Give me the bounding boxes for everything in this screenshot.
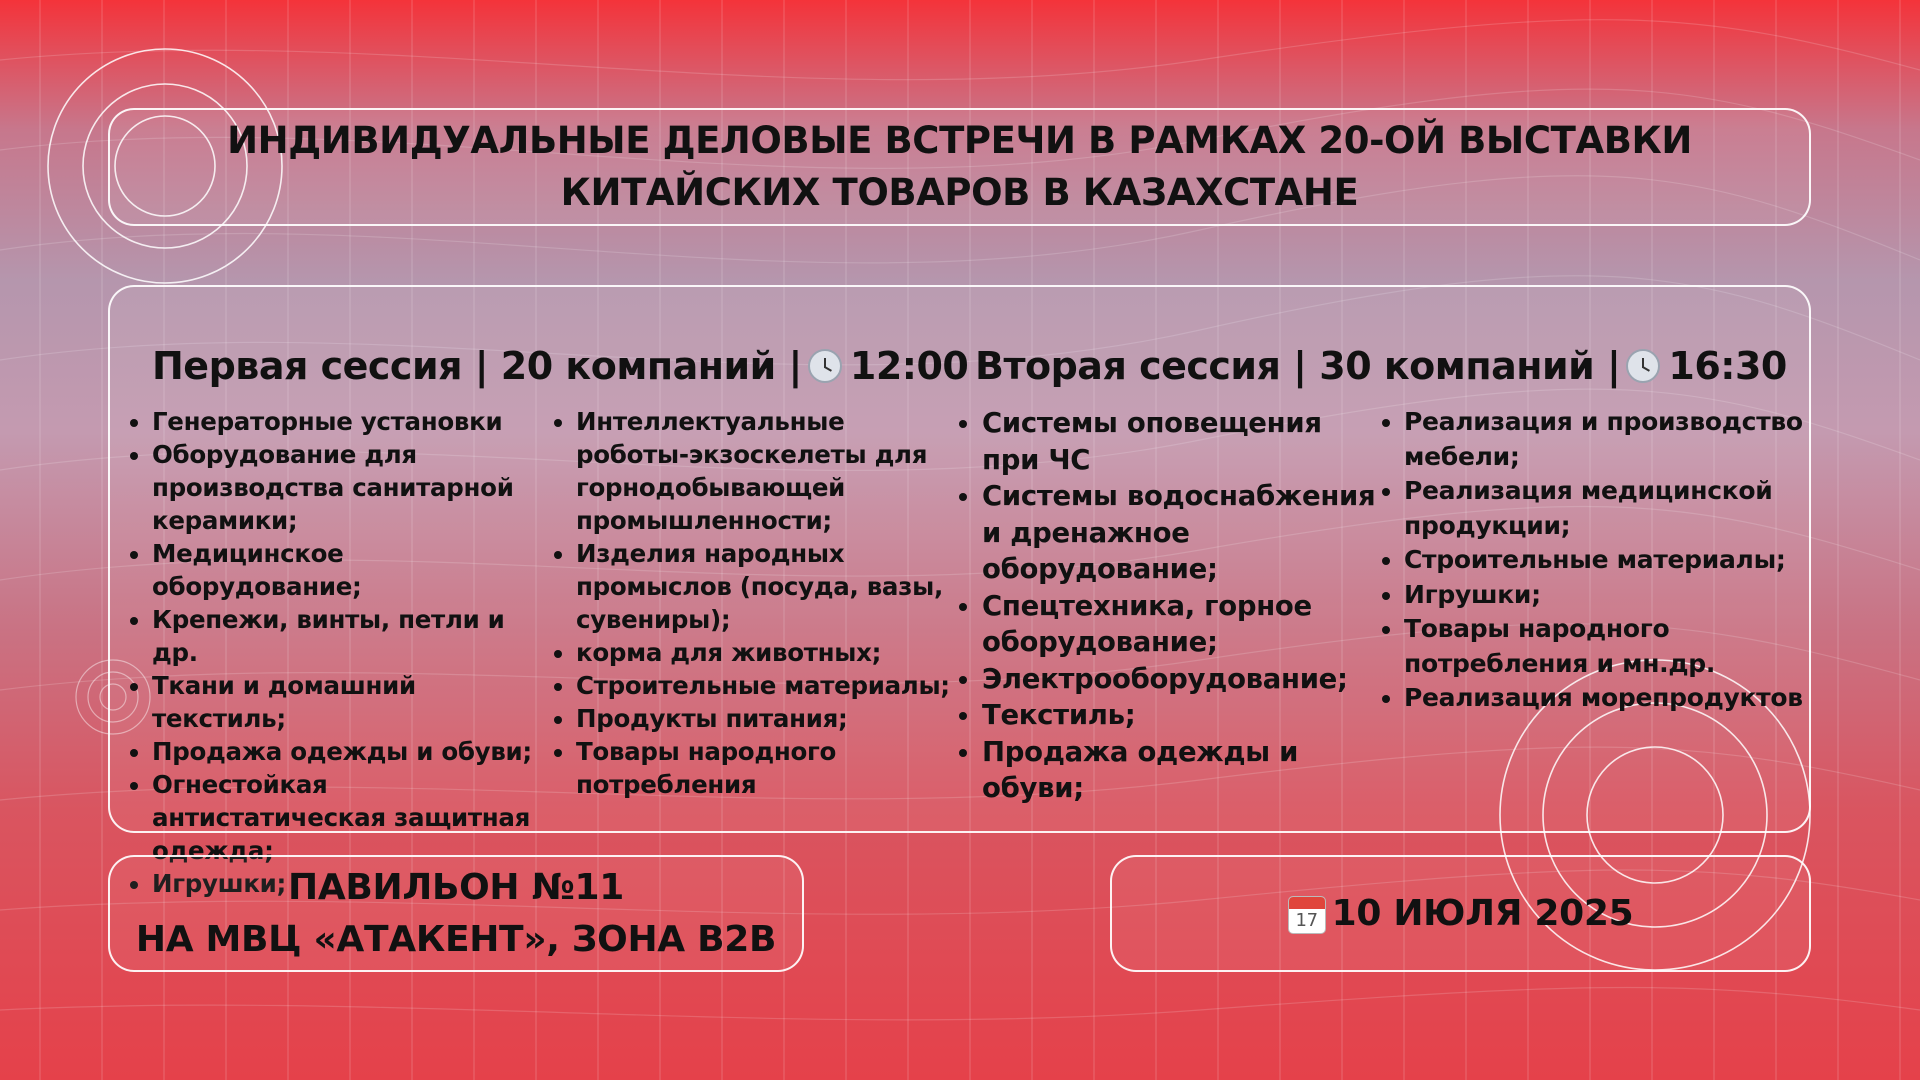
- list-item: • Изделия народных промыслов (посуда, вазы, сувениры);: [576, 537, 954, 636]
- location-line-2: НА МВЦ «АТАКЕНТ», ЗОНА B2B: [135, 918, 777, 960]
- session-1-list-left: [126, 405, 552, 900]
- list-item: • Строительные материалы;: [1404, 543, 1804, 578]
- location-text: [136, 862, 776, 966]
- session-1-heading-text: Первая сессия | 20 компаний |: [152, 344, 802, 388]
- list-item: • Оборудование для производства санитарной керамики;: [152, 438, 552, 537]
- list-item: • Строительные материалы;: [576, 669, 954, 702]
- calendar-day: 17: [1295, 909, 1318, 931]
- clock-icon: [1626, 349, 1660, 383]
- list-item: • Генераторные установки: [152, 405, 552, 438]
- page-title: ИНДИВИДУАЛЬНЫЕ ДЕЛОВЫЕ ВСТРЕЧИ В РАМКАХ 20-ОЙ ВЫСТАВКИ КИТАЙСКИХ ТОВАРОВ В КАЗАХСТАНЕ: [227, 119, 1692, 214]
- session-2-heading-text: Вторая сессия | 30 компаний |: [975, 344, 1621, 388]
- session-1-time: 12:00: [849, 344, 969, 388]
- date-value: 10 ИЮЛЯ 2025: [1331, 892, 1634, 934]
- list-item: • Медицинское оборудование;: [152, 537, 552, 603]
- list-item: • Реализация и производство мебели;: [1404, 405, 1804, 474]
- list-item: • корма для животных;: [576, 636, 954, 669]
- session-1-list-right: [550, 405, 954, 801]
- list-item: • Продажа одежды и обуви;: [152, 735, 552, 768]
- session-2-list-right: [1378, 405, 1804, 716]
- list-item: • Текстиль;: [982, 697, 1387, 734]
- list-item: • Крепежи, винты, петли и др.: [152, 603, 552, 669]
- clock-icon: [808, 349, 842, 383]
- session-2-time: 16:30: [1668, 344, 1787, 388]
- calendar-icon: [1288, 896, 1326, 934]
- session-1-heading: [152, 342, 968, 390]
- list-item: • Товары народного потребления и мн.др.: [1404, 612, 1804, 681]
- list-item: • Спецтехника, горное оборудование;: [982, 588, 1387, 661]
- list-item: • Продукты питания;: [576, 702, 954, 735]
- date-panel: [1110, 855, 1811, 972]
- list-item: • Системы водоснабжения и дренажное оборудование;: [982, 478, 1387, 588]
- list-item: • Товары народного потребления: [576, 735, 954, 801]
- session-2-list-left: [956, 405, 1387, 807]
- list-item: • Игрушки;: [1404, 578, 1804, 613]
- list-item: • Реализация медицинской продукции;: [1404, 474, 1804, 543]
- list-item: • Интеллектуальные роботы-экзоскелеты для горнодобывающей промышленности;: [576, 405, 954, 537]
- title-panel: [108, 108, 1811, 226]
- list-item: • Ткани и домашний текстиль;: [152, 669, 552, 735]
- list-item: • Огнестойкая антистатическая защитная одежда;: [152, 768, 552, 867]
- list-item: • Игрушки;: [152, 867, 552, 900]
- list-item: • Продажа одежды и обуви;: [982, 734, 1387, 807]
- list-item: • Электрооборудование;: [982, 661, 1387, 698]
- location-line-1: ПАВИЛЬОН №11: [288, 866, 624, 908]
- session-2-heading: [975, 342, 1787, 390]
- location-panel: [108, 855, 804, 972]
- list-item: • Системы оповещения при ЧС: [982, 405, 1387, 478]
- list-item: • Реализация морепродуктов: [1404, 681, 1804, 716]
- date-text: [1288, 888, 1634, 940]
